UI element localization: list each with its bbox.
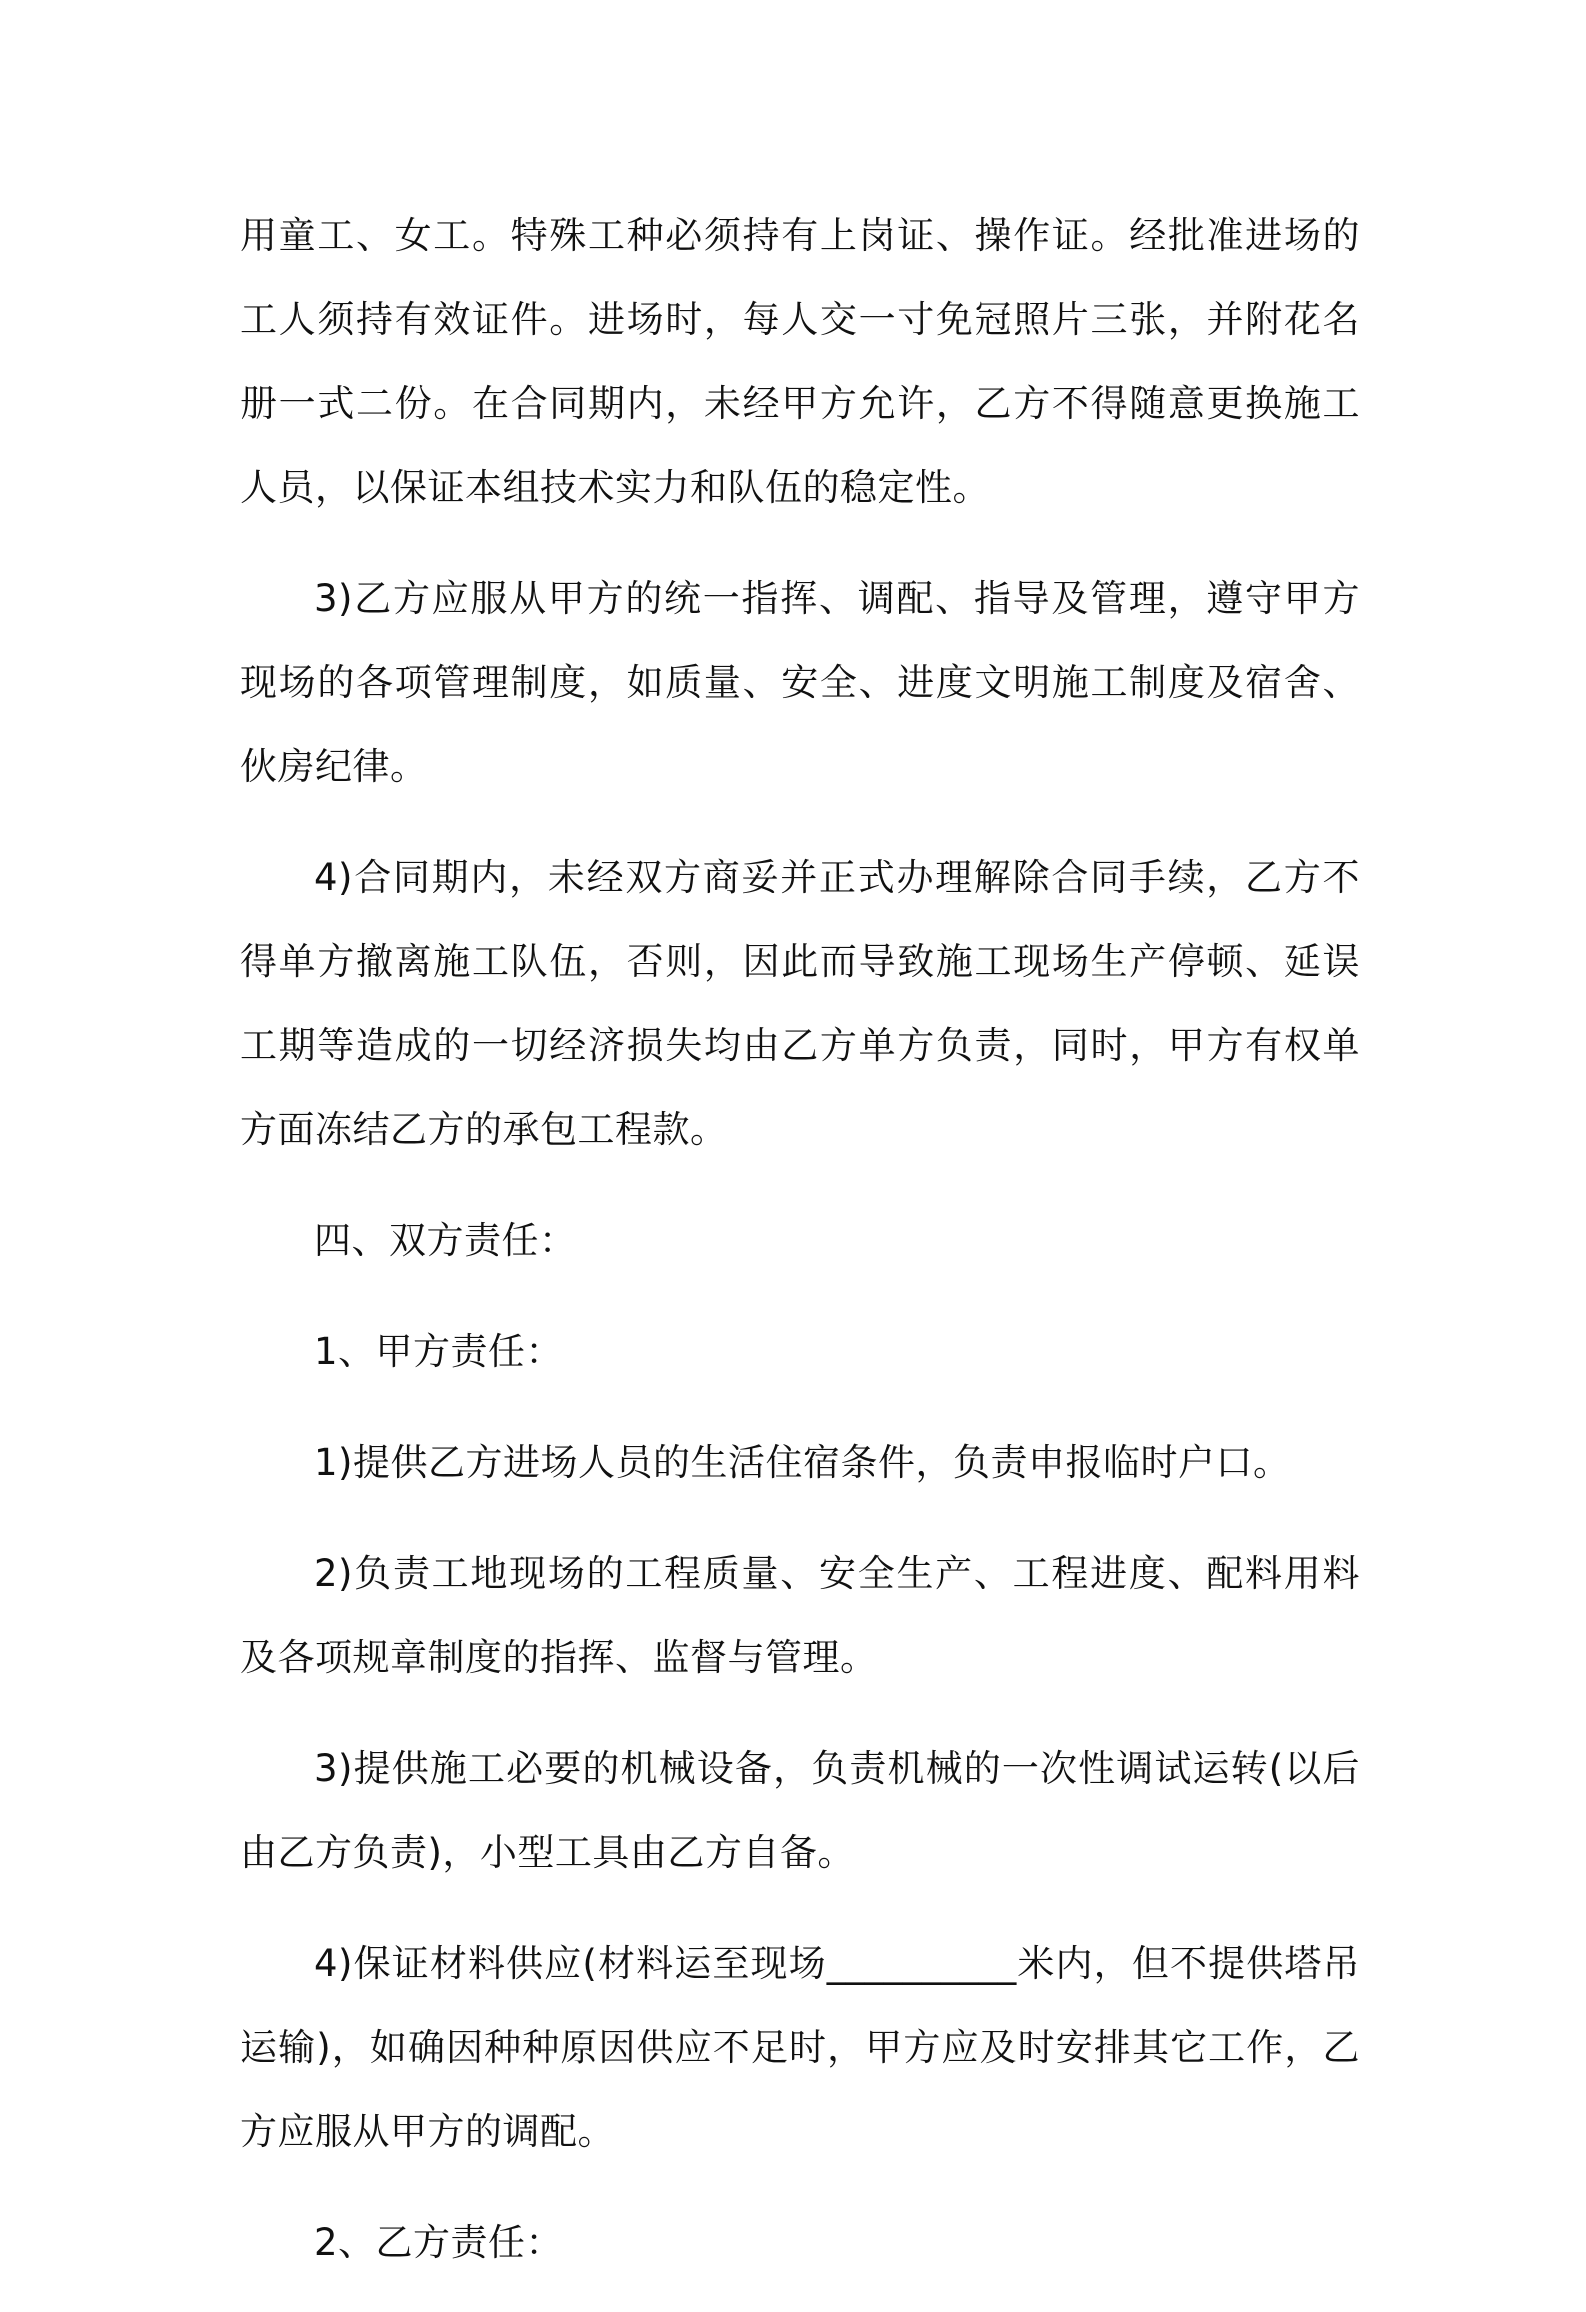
- paragraph-item-3-obey-management: 3)乙方应服从甲方的统一指挥、调配、指导及管理，遵守甲方现场的各项管理制度，如质量、安全、进度文明施工制度及宿舍、伙房纪律。: [240, 577, 1360, 788]
- document-body: [240, 194, 1360, 2312]
- paragraph-item-4-no-withdrawal: 4)合同期内，未经双方商妥并正式办理解除合同手续，乙方不得单方撤离施工队伍，否则，因此而导致施工现场生产停顿、延误工期等造成的一切经济损失均由乙方单方负责，同时，甲方有权单方面冻结乙方的承包工程款。: [240, 856, 1360, 1151]
- paragraph-party-a-item-2: 2)负责工地现场的工程质量、安全生产、工程进度、配料用料及各项规章制度的指挥、监督与管理。: [240, 1552, 1360, 1679]
- paragraph-party-a-item-4: 4)保证材料供应(材料运至现场__________米内，但不提供塔吊运输)，如确因种种原因供应不足时，甲方应及时安排其它工作，乙方应服从甲方的调配。: [240, 1942, 1360, 2153]
- paragraph-party-a-item-3: 3)提供施工必要的机械设备，负责机械的一次性调试运转(以后由乙方负责)，小型工具由乙方自备。: [240, 1747, 1360, 1874]
- paragraph-party-a-item-1: 1)提供乙方进场人员的生活住宿条件，负责申报临时户口。: [314, 1441, 1291, 1484]
- paragraph-workers-requirements: 用童工、女工。特殊工种必须持有上岗证、操作证。经批准进场的工人须持有效证件。进场时，每人交一寸免冠照片三张，并附花名册一式二份。在合同期内，未经甲方允许，乙方不得随意更换施工人员，以保证本组技术实力和队伍的稳定性。: [240, 214, 1360, 509]
- subheading-party-b-responsibilities: 2、乙方责任：: [314, 2221, 564, 2264]
- section-heading-responsibilities: 四、双方责任：: [314, 1219, 577, 1262]
- subheading-party-a-responsibilities: 1、甲方责任：: [314, 1330, 564, 1373]
